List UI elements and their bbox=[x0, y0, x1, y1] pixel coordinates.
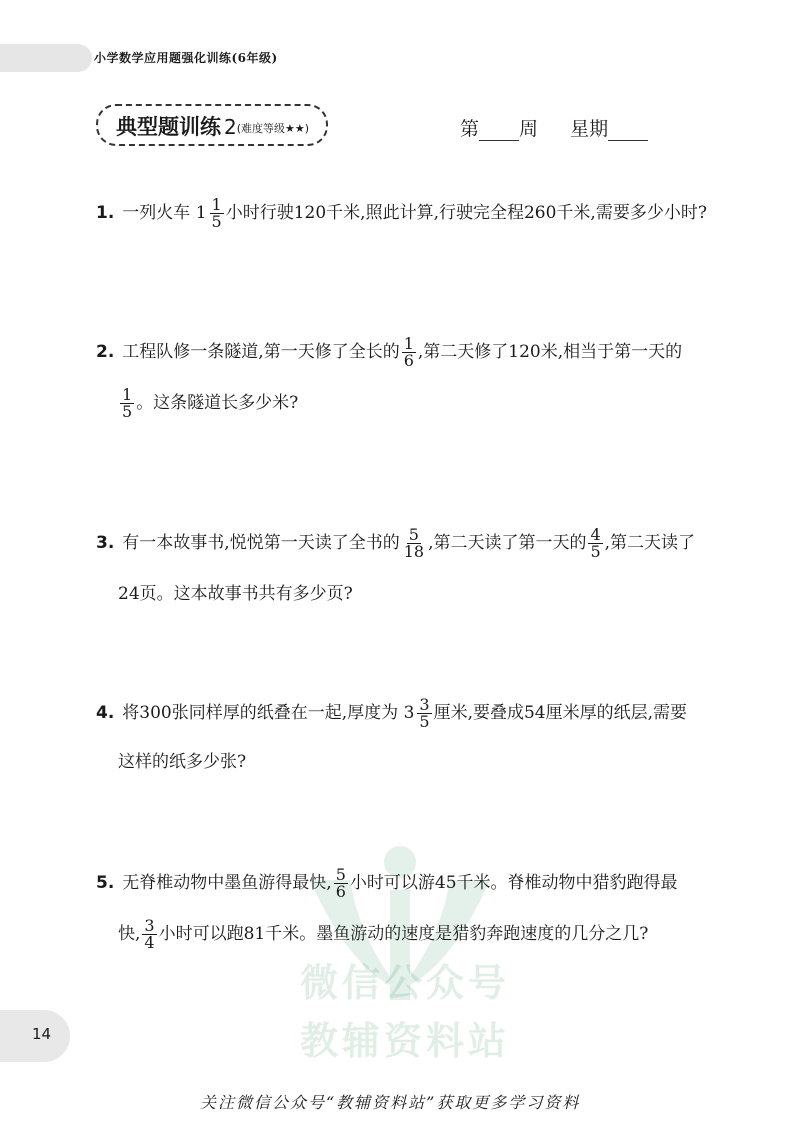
week-prefix: 第 bbox=[460, 118, 480, 140]
mixed-whole: 1 bbox=[195, 203, 207, 223]
denominator: 5 bbox=[211, 212, 222, 231]
question-number: 2. bbox=[96, 342, 115, 362]
question-text: ,第二天读了第一天的 bbox=[428, 533, 587, 553]
numerator: 5 bbox=[408, 525, 419, 544]
section-number: 2 bbox=[224, 115, 237, 139]
question-text: 小时可以游45千米。脊椎动物中猎豹跑得最 bbox=[349, 873, 678, 893]
watermark-line-2: 教辅资料站 bbox=[300, 1019, 511, 1063]
question-continuation bbox=[118, 387, 682, 420]
denominator: 5 bbox=[419, 712, 430, 731]
weekday-label: 星期 bbox=[570, 118, 609, 140]
denominator: 18 bbox=[403, 542, 425, 561]
denominator: 5 bbox=[122, 402, 133, 421]
numerator: 1 bbox=[211, 195, 222, 214]
question-text: 厘米,要叠成54厘米厚的纸层,需要 bbox=[433, 703, 688, 723]
header-band bbox=[0, 44, 92, 72]
fraction bbox=[402, 527, 426, 560]
question-text: ,第二天修了120米,相当于第一天的 bbox=[417, 342, 683, 362]
question-text: 小时行驶120千米,照此计算,行驶完全程260千米,需要多少小时? bbox=[225, 203, 707, 223]
question-number: 3. bbox=[96, 533, 115, 553]
question-1 bbox=[96, 197, 707, 230]
section-title-text: 典型题训练 bbox=[116, 115, 221, 139]
question-continuation: 24页。这本故事书共有多少页? bbox=[118, 584, 353, 604]
question-text: 快, bbox=[118, 924, 141, 944]
watermark-line-1: 微信公众号 bbox=[300, 961, 511, 1005]
footer-note: 关注微信公众号“教辅资料站”获取更多学习资料 bbox=[200, 1093, 581, 1112]
book-title: 小学数学应用题强化训练(6年级) bbox=[94, 51, 278, 65]
question-text: 有一本故事书,悦悦第一天读了全书的 bbox=[122, 533, 400, 553]
denominator: 5 bbox=[590, 542, 601, 561]
section-title bbox=[116, 111, 309, 141]
question-text: 将300张同样厚的纸叠在一起,厚度为 bbox=[122, 703, 399, 723]
question-continuation bbox=[118, 918, 678, 951]
question-number: 1. bbox=[96, 203, 115, 223]
week-info bbox=[460, 114, 648, 141]
denominator: 6 bbox=[403, 351, 414, 370]
question-text: 小时可以跑81千米。墨鱼游动的速度是猎豹奔跑速度的几分之几? bbox=[158, 924, 649, 944]
week-suffix: 周 bbox=[519, 118, 539, 140]
denominator: 6 bbox=[335, 882, 346, 901]
question-text: 无脊椎动物中墨鱼游得最快, bbox=[122, 873, 332, 893]
numerator: 1 bbox=[403, 334, 414, 353]
question-text: ,第二天读了 bbox=[604, 533, 696, 553]
question-text: 工程队修一条隧道,第一天修了全长的 bbox=[122, 342, 400, 362]
numerator: 5 bbox=[335, 865, 346, 884]
numerator: 3 bbox=[419, 695, 430, 714]
mixed-whole: 3 bbox=[403, 703, 415, 723]
fraction bbox=[142, 918, 156, 951]
question-text: 一列火车 bbox=[122, 203, 191, 223]
question-4 bbox=[96, 697, 687, 771]
numerator: 4 bbox=[590, 525, 601, 544]
fraction bbox=[210, 197, 224, 230]
fraction bbox=[402, 336, 416, 369]
fraction bbox=[334, 867, 348, 900]
question-text: 。这条隧道长多少米? bbox=[136, 393, 299, 413]
question-number: 4. bbox=[96, 703, 115, 723]
fraction bbox=[120, 387, 134, 420]
question-2 bbox=[96, 336, 682, 420]
denominator: 4 bbox=[144, 933, 155, 952]
numerator: 1 bbox=[122, 385, 133, 404]
question-number: 5. bbox=[96, 873, 115, 893]
fraction bbox=[588, 527, 602, 560]
question-3 bbox=[96, 527, 695, 603]
numerator: 3 bbox=[144, 916, 155, 935]
week-blank bbox=[479, 120, 519, 141]
difficulty-label: (难度等级★★) bbox=[236, 122, 310, 135]
question-continuation: 这样的纸多少张? bbox=[118, 752, 247, 772]
fraction bbox=[417, 697, 431, 730]
page-number: 14 bbox=[32, 1025, 52, 1043]
question-5 bbox=[96, 867, 678, 951]
weekday-blank bbox=[608, 120, 648, 141]
